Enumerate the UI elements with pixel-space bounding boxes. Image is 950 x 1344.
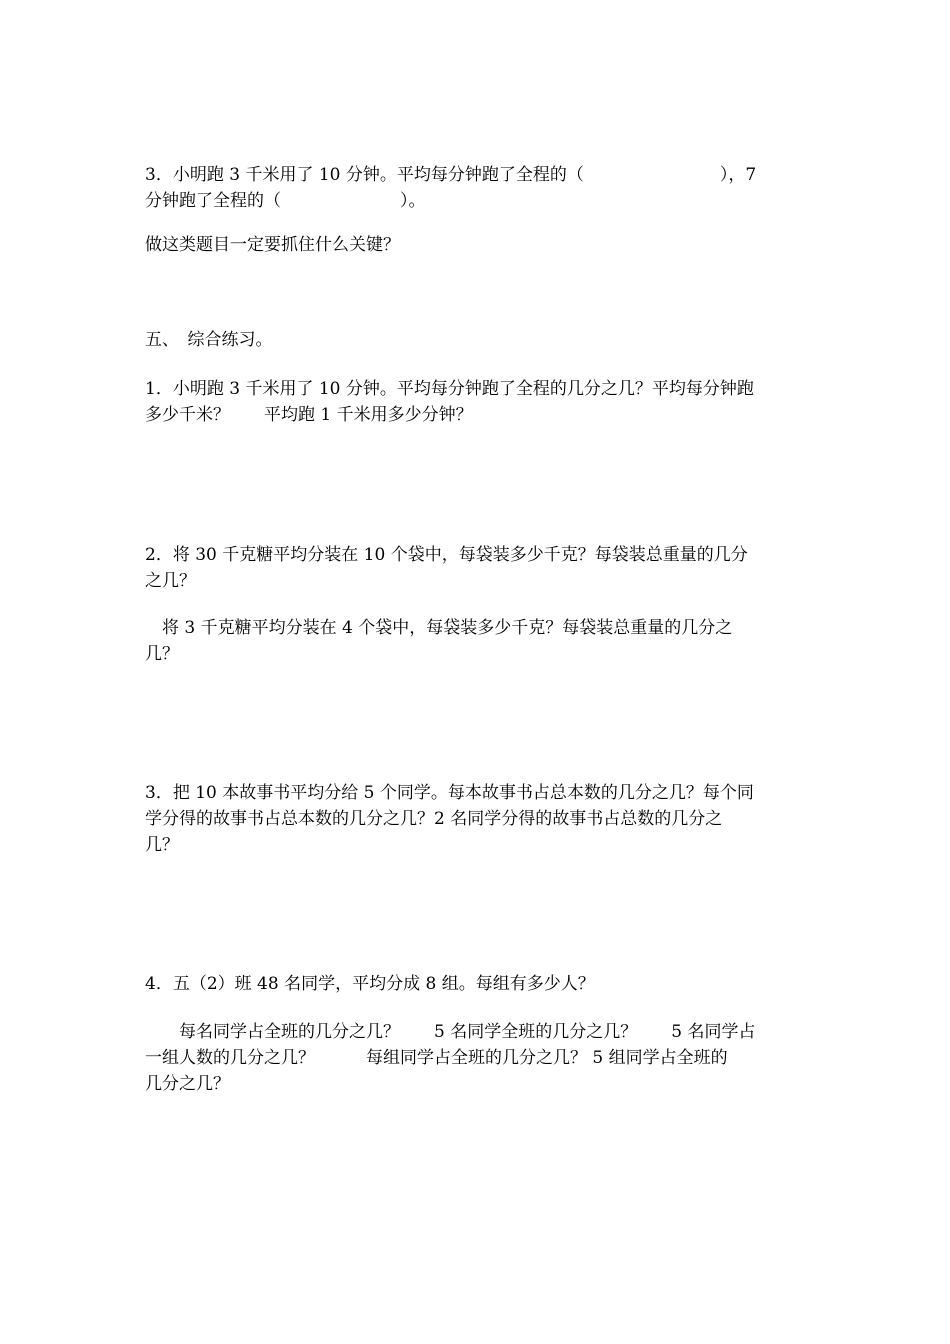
question-line: 几？ bbox=[145, 644, 179, 664]
problem-2b bbox=[145, 615, 815, 667]
problem-4 bbox=[145, 971, 815, 997]
question-line: 2．将 30 千克糖平均分装在 10 个袋中，每袋装多少千克？每袋装总重量的几分 bbox=[145, 545, 748, 565]
question-line: 分钟跑了全程的（ ）。 bbox=[145, 191, 426, 211]
question-line: 几分之几？ bbox=[145, 1074, 230, 1094]
question-line: 多少千米？ 平均跑 1 千米用多少分钟？ bbox=[145, 405, 473, 425]
fill-in-question-3 bbox=[145, 162, 815, 214]
question-line: 做这类题目一定要抓住什么关键？ bbox=[145, 235, 400, 255]
section-heading: 五、 综合练习。 bbox=[145, 330, 273, 350]
problem-3 bbox=[145, 780, 815, 858]
question-line: 3．小明跑 3 千米用了 10 分钟。平均每分钟跑了全程的（ ），7 bbox=[145, 165, 757, 185]
question-line: 将 3 千克糖平均分装在 4 个袋中，每袋装多少千克？每袋装总重量的几分之 bbox=[145, 618, 733, 638]
question-line: 之几？ bbox=[145, 571, 196, 591]
question-line: 学分得的故事书占总本数的几分之几？2 名同学分得的故事书占总数的几分之 bbox=[145, 809, 723, 829]
question-line: 一组人数的几分之几？ 每组同学占全班的几分之几？ 5 组同学占全班的 bbox=[145, 1048, 728, 1068]
problem-2 bbox=[145, 542, 815, 594]
key-question bbox=[145, 232, 815, 258]
problem-1 bbox=[145, 376, 815, 428]
question-line: 每名同学占全班的几分之几？ 5 名同学全班的几分之几？ 5 名同学占 bbox=[145, 1022, 756, 1042]
question-line: 1．小明跑 3 千米用了 10 分钟。平均每分钟跑了全程的几分之几？平均每分钟跑 bbox=[145, 379, 754, 399]
problem-4b bbox=[145, 1019, 815, 1097]
section-five-title bbox=[145, 327, 815, 353]
question-line: 几？ bbox=[145, 835, 179, 855]
question-line: 4．五（2）班 48 名同学，平均分成 8 组。每组有多少人？ bbox=[145, 974, 595, 994]
question-line: 3．把 10 本故事书平均分给 5 个同学。每本故事书占总本数的几分之几？每个同 bbox=[145, 783, 754, 803]
